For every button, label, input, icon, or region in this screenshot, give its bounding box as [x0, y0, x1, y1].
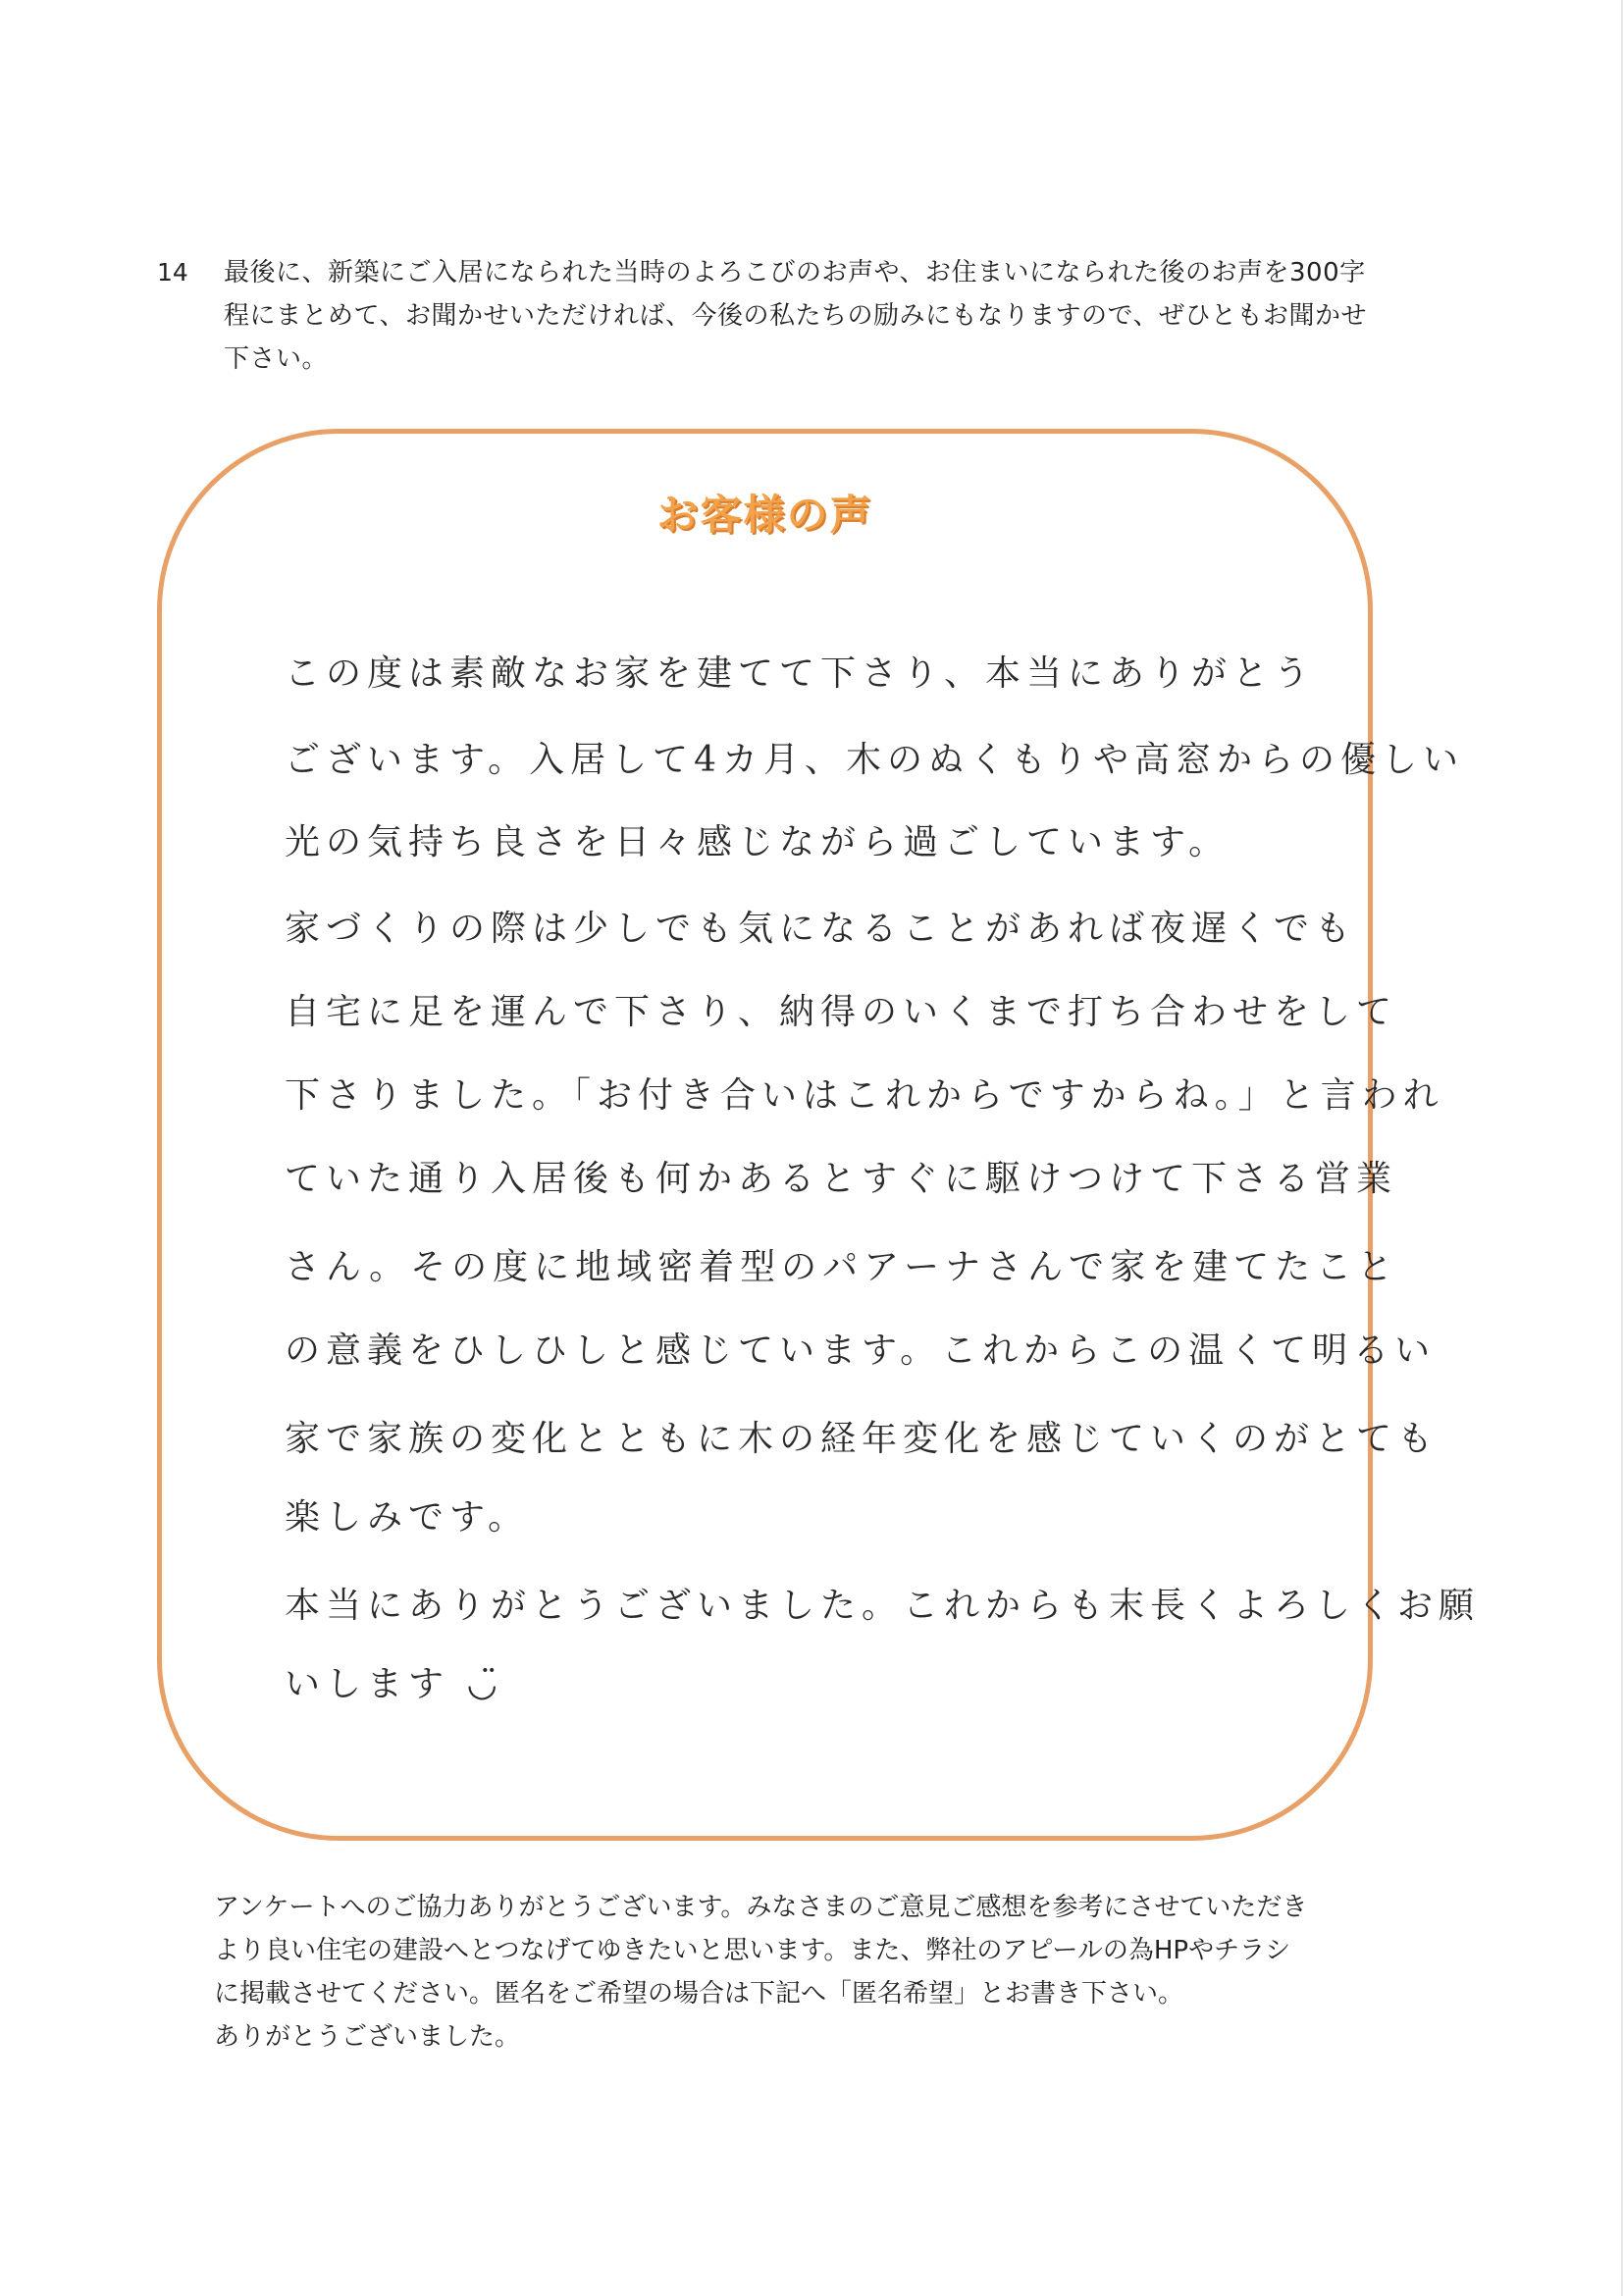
handwritten-line: 家づくりの際は少しでも気になることがあれば夜遅くでも	[285, 909, 1357, 949]
handwritten-line: 家で家族の変化とともに木の経年変化を感じていくのがとても	[285, 1419, 1440, 1459]
closing-line: に掲載させてください。匿名をご希望の場合は下記へ「匿名希望」とお書き下さい。	[214, 1979, 1184, 2009]
closing-line: より良い住宅の建設へとつなげてゆきたいと思います。また、弊社のアピールの為HPやチラシ	[214, 1936, 1291, 1965]
customer-voice-title: お客様の声	[656, 491, 873, 539]
closing-line: ありがとうございました。	[214, 2022, 521, 2052]
customer-voice-box	[157, 429, 1481, 1841]
handwritten-line: さん。その度に地域密着型のパアーナさんで家を建てたこと	[285, 1247, 1399, 1287]
question-text: 最後に、新築にご入居になられた当時のよろこびのお声や、お住まいになられた後のお声を300字程にまとめて、お聞かせいただければ、今後の私たちの励みにもなりますので、ぜひともお聞かせ下さい。	[224, 258, 1367, 374]
handwritten-line: いします ◡̈	[285, 1664, 503, 1704]
handwritten-line: 本当にありがとうございました。これからも末長くよろしくお願	[285, 1586, 1481, 1626]
handwritten-line: ございます。入居して4カ月、木のぬくもりや高窓からの優しい	[285, 740, 1465, 780]
question-number: 14	[157, 258, 188, 287]
closing-line: アンケートへのご協力ありがとうございます。みなさまのご意見ご感想を参考にさせていただき	[214, 1893, 1308, 1922]
handwritten-line: 自宅に足を運んで下さり、納得のいくまで打ち合わせをして	[285, 992, 1398, 1032]
handwritten-line: 光の気持ち良さを日々感じながら過ごしています。	[285, 822, 1230, 862]
closing-message	[214, 1886, 1411, 2059]
handwritten-line: この度は素敵なお家を建てて下さり、本当にありがとう	[285, 653, 1316, 694]
handwritten-line: ていた通り入居後も何かあるとすぐに駆けつけて下さる営業	[285, 1159, 1398, 1199]
handwritten-line: 下さりました。「お付き合いはこれからですからね。」と言われ	[285, 1075, 1444, 1116]
handwritten-line: 楽しみです。	[285, 1497, 530, 1538]
handwritten-line: の意義をひしひしと感じています。これからこの温くて明るい	[285, 1331, 1437, 1371]
